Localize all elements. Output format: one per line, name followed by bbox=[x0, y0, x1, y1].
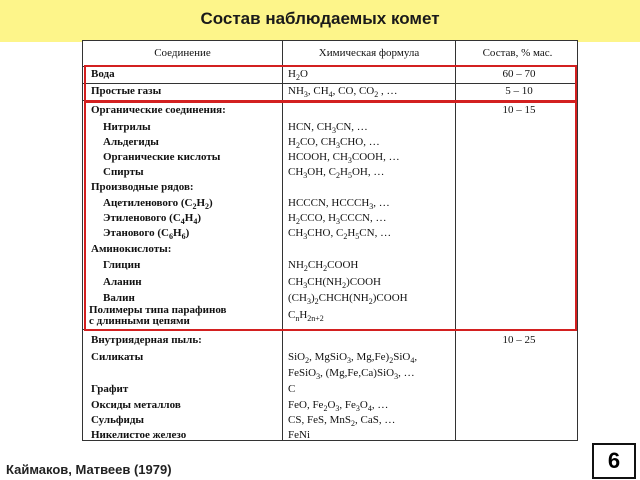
ethane-formula: $CH_3CHO$, $C_2H_5CN$, … bbox=[288, 227, 392, 242]
nitriles-name: Нитрилы bbox=[103, 121, 151, 133]
alanine-name: Аланин bbox=[103, 276, 142, 288]
acetylene-name: Ацетиленового $(C_2H_2)$ bbox=[103, 197, 213, 212]
gases-formula: $NH_3$, $CH_4$, CO, $CO_2$ , … bbox=[288, 85, 398, 100]
organic-name: Органические соединения: bbox=[91, 104, 226, 116]
glycine-name: Глицин bbox=[103, 259, 141, 271]
nitriles-formula: HCN, $CH_3CN$, … bbox=[288, 121, 368, 136]
gases-name: Простые газы bbox=[91, 85, 162, 97]
polymers-name-line2: с длинными цепями bbox=[89, 315, 190, 327]
graphite-name: Графит bbox=[91, 383, 129, 395]
alcohols-formula: $CH_3OH$, $C_2H_5OH$, … bbox=[288, 166, 385, 181]
gases-value: 5 – 10 bbox=[505, 85, 533, 97]
valine-name: Валин bbox=[103, 292, 135, 304]
organic-value: 10 – 15 bbox=[502, 104, 536, 116]
alanine-formula: $CH_3CH(NH_2)COOH$ bbox=[288, 276, 381, 291]
acetylene-formula: HCCCN, $HCCCH_3$, … bbox=[288, 197, 390, 212]
amino-acids-heading: Аминокислоты: bbox=[91, 243, 172, 255]
water-formula: $H_2O$ bbox=[288, 68, 308, 83]
silicates-formula-line1: SiO$_2$, MgSiO$_3$, $Mg,Fe)_2SiO_4$, bbox=[288, 351, 418, 366]
dust-value: 10 – 25 bbox=[502, 334, 536, 346]
alcohols-name: Спирты bbox=[103, 166, 144, 178]
page-number: 6 bbox=[592, 443, 636, 479]
graphite-formula: C bbox=[288, 383, 296, 395]
metal-oxides-name: Оксиды металлов bbox=[91, 399, 181, 411]
header-composition: Состав, % мас. bbox=[482, 47, 553, 59]
aldehydes-formula: $H_2CO$, $CH_3CHO$, … bbox=[288, 136, 380, 151]
silicates-name: Силикаты bbox=[91, 351, 144, 363]
nickel-iron-name: Никелистое железо bbox=[91, 429, 187, 441]
ethane-name: Этанового $(C_6H_6)$ bbox=[103, 227, 190, 242]
header-formula: Химическая формула bbox=[318, 47, 420, 59]
sulfides-formula: CS, FeS, MnS$_2$, CaS, … bbox=[288, 414, 396, 429]
polymers-formula: $C_nH_{2n+2}$ bbox=[288, 309, 324, 324]
water-value: 60 – 70 bbox=[502, 68, 536, 80]
sulfides-name: Сульфиды bbox=[91, 414, 144, 426]
slide-title: Состав наблюдаемых комет bbox=[200, 9, 440, 28]
acids-name: Органические кислоты bbox=[103, 151, 221, 163]
acids-formula: HCOOH, $CH_3COOH$, … bbox=[288, 151, 400, 166]
comet-composition-table bbox=[82, 40, 578, 441]
derivatives-heading: Производные рядов: bbox=[91, 181, 194, 193]
valine-formula: $(CH_3)_2CHCH(NH_2)COOH$ bbox=[288, 292, 408, 307]
citation: Каймаков, Матвеев (1979) bbox=[6, 462, 172, 477]
polymers-name-line1: Полимеры типа парафинов bbox=[89, 304, 227, 316]
silicates-formula-line2: FeSiO$_3$, (Mg,Fe,Ca)SiO$_3$, … bbox=[288, 367, 415, 382]
header-compound: Соединение bbox=[154, 47, 211, 59]
ethylene-formula: $H_2CCO$, $H_3CCCN$, … bbox=[288, 212, 387, 227]
water-name: Вода bbox=[91, 68, 115, 80]
aldehydes-name: Альдегиды bbox=[103, 136, 159, 148]
ethylene-name: Этиленового $(C_4H_4)$ bbox=[103, 212, 201, 227]
metal-oxides-formula: FeO, $Fe_2O_3$, $Fe_3O_4$, … bbox=[288, 399, 389, 414]
nickel-iron-formula: FeNi bbox=[288, 429, 310, 441]
glycine-formula: $NH_2CH_2COOH$ bbox=[288, 259, 359, 274]
dust-name: Внутриядерная пыль: bbox=[91, 334, 202, 346]
